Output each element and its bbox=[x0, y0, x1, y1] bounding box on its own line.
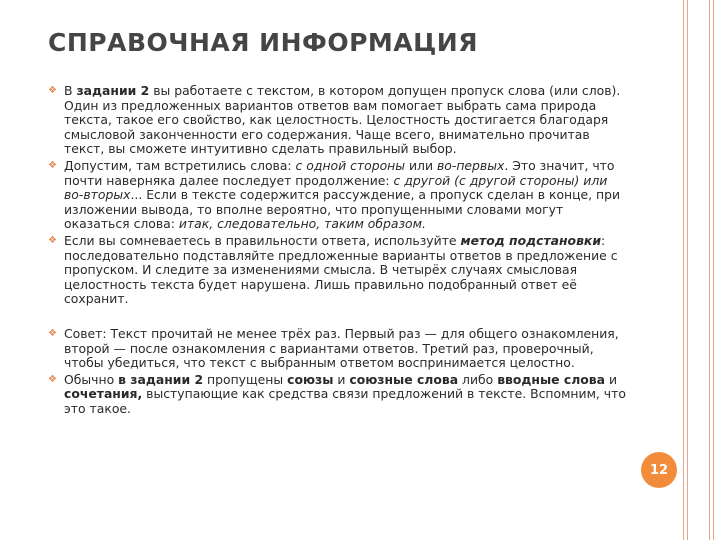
diamond-bullet-icon: ❖ bbox=[48, 327, 57, 339]
bullet-item bbox=[48, 373, 628, 417]
decorative-rule bbox=[709, 0, 710, 540]
bullet-text bbox=[64, 233, 618, 306]
text-run: задании 2 bbox=[76, 83, 150, 98]
slide-title: СПРАВОЧНАЯ ИНФОРМАЦИЯ bbox=[48, 28, 478, 57]
text-run: союзные слова bbox=[349, 371, 459, 387]
bullet-list bbox=[48, 84, 628, 418]
text-run: итак, следовательно, таким образом. bbox=[178, 216, 426, 232]
text-run: вы работаете с текстом, в котором допущен пропуск слова (или слов). Один из предложенных вариантов ответов вам помогает выбрать сама природа текста, такое его свойство, как целостность. Целостность достигается благодаря смысловой законченности его содержания. Чаще всего, внимательно прочитав текст, вы сможете интуитивно сделать правильный выбор. bbox=[64, 83, 621, 157]
text-run: В bbox=[64, 83, 77, 98]
text-run: ... Если в тексте содержится рассуждение, а пропуск сделан в конце, при изложении вывода, то вполне вероятно, что пропущенными словами могут оказаться слова: bbox=[64, 187, 621, 232]
text-run: Совет: Текст прочитай не менее трёх раз. Первый раз — для общего ознакомления, второй — после ознакомления с вариантами ответов. Третий раз, проверочный, чтобы убедиться, что текст с выбранным ответом воспринимается целостно. bbox=[64, 325, 619, 371]
bullet-item bbox=[48, 159, 628, 232]
bullet-text bbox=[64, 83, 620, 156]
page-number-badge: 12 bbox=[641, 452, 677, 488]
bullet-text bbox=[64, 158, 620, 231]
decorative-rule bbox=[687, 0, 688, 540]
text-run: с одной стороны bbox=[295, 157, 406, 173]
text-run: вводные слова bbox=[497, 371, 606, 387]
text-run: и bbox=[333, 371, 350, 387]
bullet-text bbox=[64, 372, 626, 416]
text-run: либо bbox=[458, 371, 498, 387]
text-run: во-первых bbox=[436, 157, 505, 173]
text-run: Обычно bbox=[64, 371, 119, 387]
diamond-bullet-icon: ❖ bbox=[48, 234, 57, 246]
decorative-rule bbox=[683, 0, 684, 540]
text-run: в задании 2 bbox=[118, 371, 204, 387]
text-run: выступающие как средства связи предложений в тексте. Вспомним, что это такое. bbox=[64, 386, 626, 416]
text-run: пропущены bbox=[203, 371, 288, 387]
diamond-bullet-icon: ❖ bbox=[48, 85, 57, 96]
text-run: и bbox=[605, 371, 618, 387]
bullet-item bbox=[48, 234, 628, 307]
text-run: или bbox=[405, 157, 437, 173]
text-run: . Это значит, что почти наверняка далее последует продолжение: bbox=[64, 157, 615, 188]
bullet-item bbox=[48, 84, 628, 157]
text-run: сочетания, bbox=[64, 386, 143, 402]
bullet-text bbox=[64, 326, 619, 370]
text-run: Если вы сомневаетесь в правильности ответа, используйте bbox=[64, 232, 461, 248]
diamond-bullet-icon: ❖ bbox=[48, 373, 57, 385]
text-run: : последовательно подставляйте предложенные варианты ответов в предложение с пропуском. И следите за изменениями смысла. В четырёх случаях смысловая целостность текста будет нарушена. Лишь правильно подобранный ответ её сохранит. bbox=[64, 232, 618, 307]
diamond-bullet-icon: ❖ bbox=[48, 159, 57, 171]
text-run: с другой (с другой стороны) или во-вторых bbox=[64, 172, 608, 203]
decorative-rule bbox=[713, 0, 714, 540]
text-run: метод подстановки bbox=[460, 232, 602, 248]
bullet-item bbox=[48, 327, 628, 371]
text-run: Допустим, там встретились слова: bbox=[64, 157, 296, 173]
text-run: союзы bbox=[287, 371, 334, 387]
